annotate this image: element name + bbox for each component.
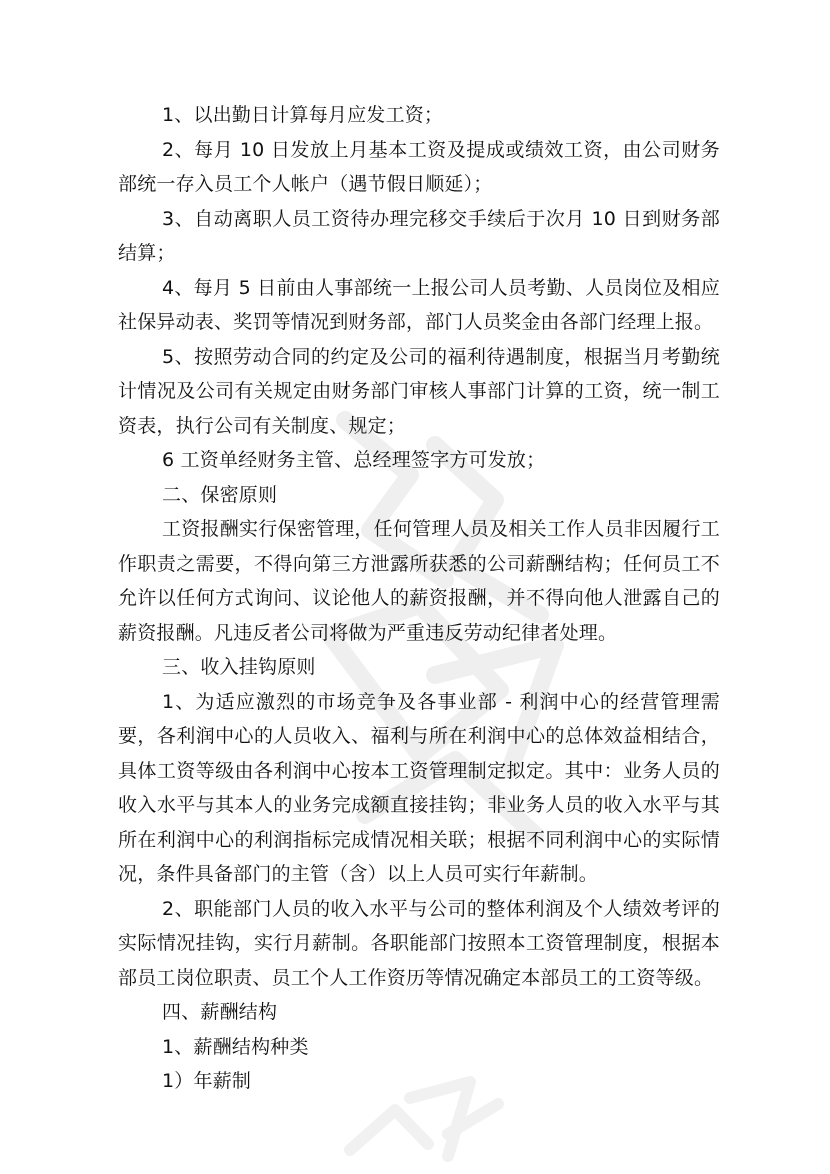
section-heading-income-linkage: 三、收入挂钩原则 [162, 656, 316, 678]
paragraph-income-linkage-1: 1、为适应激烈的市场竞争及各事业部 - 利润中心的经营管理需要，各利润中心的人员收入、福利与所在利润中心的总体效益相结合，具体工资等级由各利润中心按本工资管理制定拟定。其中：业务人员的收入水平与其本人的业务完成额直接挂钩；非业务人员的收入水平与其所在利润中心的利润指标完成情况相关联；根据不同利润中心的实际情况，条件具备部门的主管（含）以上人员可实行年薪制。 [118, 690, 720, 885]
section-heading-confidentiality: 二、保密原则 [162, 483, 278, 506]
list-item-annual-salary: 1）年薪制 [162, 1070, 252, 1092]
paragraph-3: 3、自动离职人员工资待办理完移交手续后于次月 10 日到财务部结算； [118, 207, 720, 264]
subheading-salary-structure-types: 1、薪酬结构种类 [162, 1035, 309, 1058]
paragraph-6: 6 工资单经财务主管、总经理签字方可发放； [162, 449, 546, 471]
paragraph-2: 2、每月 10 日发放上月基本工资及提成或绩效工资，由公司财务部统一存入员工个人帐户（遇节假日顺延）； [118, 138, 720, 195]
section-heading-salary-structure: 四、薪酬结构 [162, 1001, 278, 1023]
paragraph-confidentiality: 工资报酬实行保密管理，任何管理人员及相关工作人员非因履行工作职责之需要，不得向第三方泄露所获悉的公司薪酬结构；任何员工不允许以任何方式询问、议论他人的薪资报酬，并不得向他人泄露自己的薪资报酬。凡违反者公司将做为严重违反劳动纪律者处理。 [118, 518, 720, 644]
paragraph-4: 4、每月 5 日前由人事部统一上报公司人员考勤、人员岗位及相应社保异动表、奖罚等情况到财务部，部门人员奖金由各部门经理上报。 [118, 276, 720, 333]
paragraph-1: 1、以出勤日计算每月应发工资； [162, 104, 444, 126]
paragraph-5: 5、按照劳动合同的约定及公司的福利待遇制度，根据当月考勤统计情况及公司有关规定由财务部门审核人事部门计算的工资，统一制工资表，执行公司有关制度、规定； [118, 345, 720, 437]
paragraph-income-linkage-2: 2、职能部门人员的收入水平与公司的整体利润及个人绩效考评的实际情况挂钩，实行月薪制。各职能部门按照本工资管理制度，根据本部员工岗位职责、员工个人工作资历等情况确定本部员工的工资等级。 [118, 897, 720, 989]
document-body [118, 98, 720, 1099]
